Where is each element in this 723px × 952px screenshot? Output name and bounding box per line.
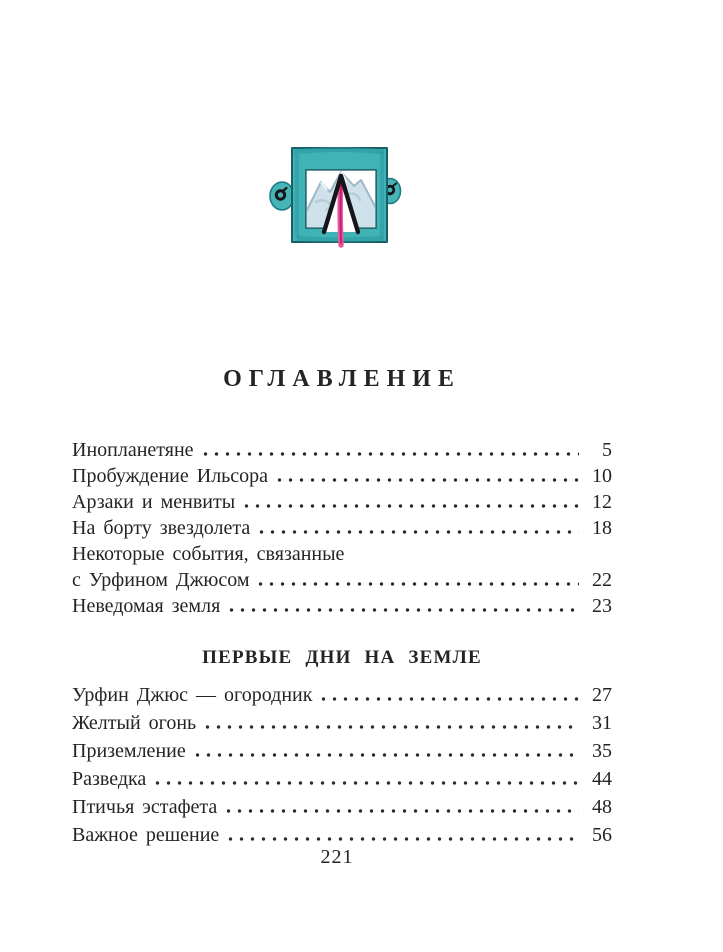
toc-entry	[72, 515, 612, 541]
dot-leader	[274, 478, 579, 482]
toc-entry-page: 23	[592, 595, 612, 617]
toc-entry-title: Инопланетяне	[72, 439, 194, 461]
toc-entry-page: 56	[592, 824, 612, 846]
toc-entry-wrapped-line1	[72, 541, 612, 567]
toc-entry-title: Птичья эстафета	[72, 796, 218, 818]
toc-entry	[72, 765, 612, 793]
toc-entry-title: Некоторые события, связанные	[72, 543, 345, 565]
dot-leader	[226, 608, 579, 612]
dot-leader	[223, 809, 579, 813]
toc-entry	[72, 737, 612, 765]
emblem-left-ear	[270, 182, 294, 210]
dot-leader	[225, 837, 579, 841]
dot-leader	[256, 530, 579, 534]
toc-entry-title: Арзаки и менвиты	[72, 491, 236, 513]
toc-entry	[72, 821, 612, 849]
toc-entry-page: 31	[592, 712, 612, 734]
toc-entry-title: Урфин Джюс — огородник	[72, 684, 313, 706]
toc-entry	[72, 681, 612, 709]
toc-entry-page: 18	[592, 517, 612, 539]
toc-entry-page: 10	[592, 465, 612, 487]
toc-entry-page: 48	[592, 796, 612, 818]
toc-entry-page: 27	[592, 684, 612, 706]
page-title: ОГЛАВЛЕНИЕ	[223, 366, 461, 392]
toc-entry	[72, 593, 612, 619]
toc-entry	[72, 463, 612, 489]
toc-entry-title: Неведомая земля	[72, 595, 221, 617]
toc-entry-title: Пробуждение Ильсора	[72, 465, 269, 487]
toc-entry	[72, 489, 612, 515]
toc-entry-title: На борту звездолета	[72, 517, 251, 539]
toc-entry	[72, 437, 612, 463]
dot-leader	[255, 582, 579, 586]
book-emblem-illustration	[264, 138, 404, 250]
toc-entry-title: Желтый огонь	[72, 712, 197, 734]
dot-leader	[241, 504, 579, 508]
dot-leader	[200, 452, 579, 456]
toc-entry-page: 5	[602, 439, 612, 461]
toc-entry-title: с Урфином Джюсом	[72, 569, 250, 591]
table-of-contents	[72, 437, 612, 849]
toc-entry-page: 44	[592, 768, 612, 790]
toc-entry-title: Разведка	[72, 768, 147, 790]
dot-leader	[152, 781, 579, 785]
toc-part-1	[72, 437, 612, 619]
toc-entry-title: Важное решение	[72, 824, 220, 846]
toc-entry-wrapped-line2	[72, 567, 612, 593]
section-heading: ПЕРВЫЕ ДНИ НА ЗЕМЛЕ	[202, 647, 482, 668]
toc-entry-page: 12	[592, 491, 612, 513]
dot-leader	[202, 725, 579, 729]
toc-entry-title: Приземление	[72, 740, 186, 762]
toc-part-2	[72, 681, 612, 849]
toc-entry	[72, 709, 612, 737]
toc-entry-page: 35	[592, 740, 612, 762]
dot-leader	[318, 697, 579, 701]
folio-page-number: 221	[320, 846, 354, 868]
dot-leader	[192, 753, 579, 757]
toc-entry	[72, 793, 612, 821]
toc-entry-page: 22	[592, 569, 612, 591]
